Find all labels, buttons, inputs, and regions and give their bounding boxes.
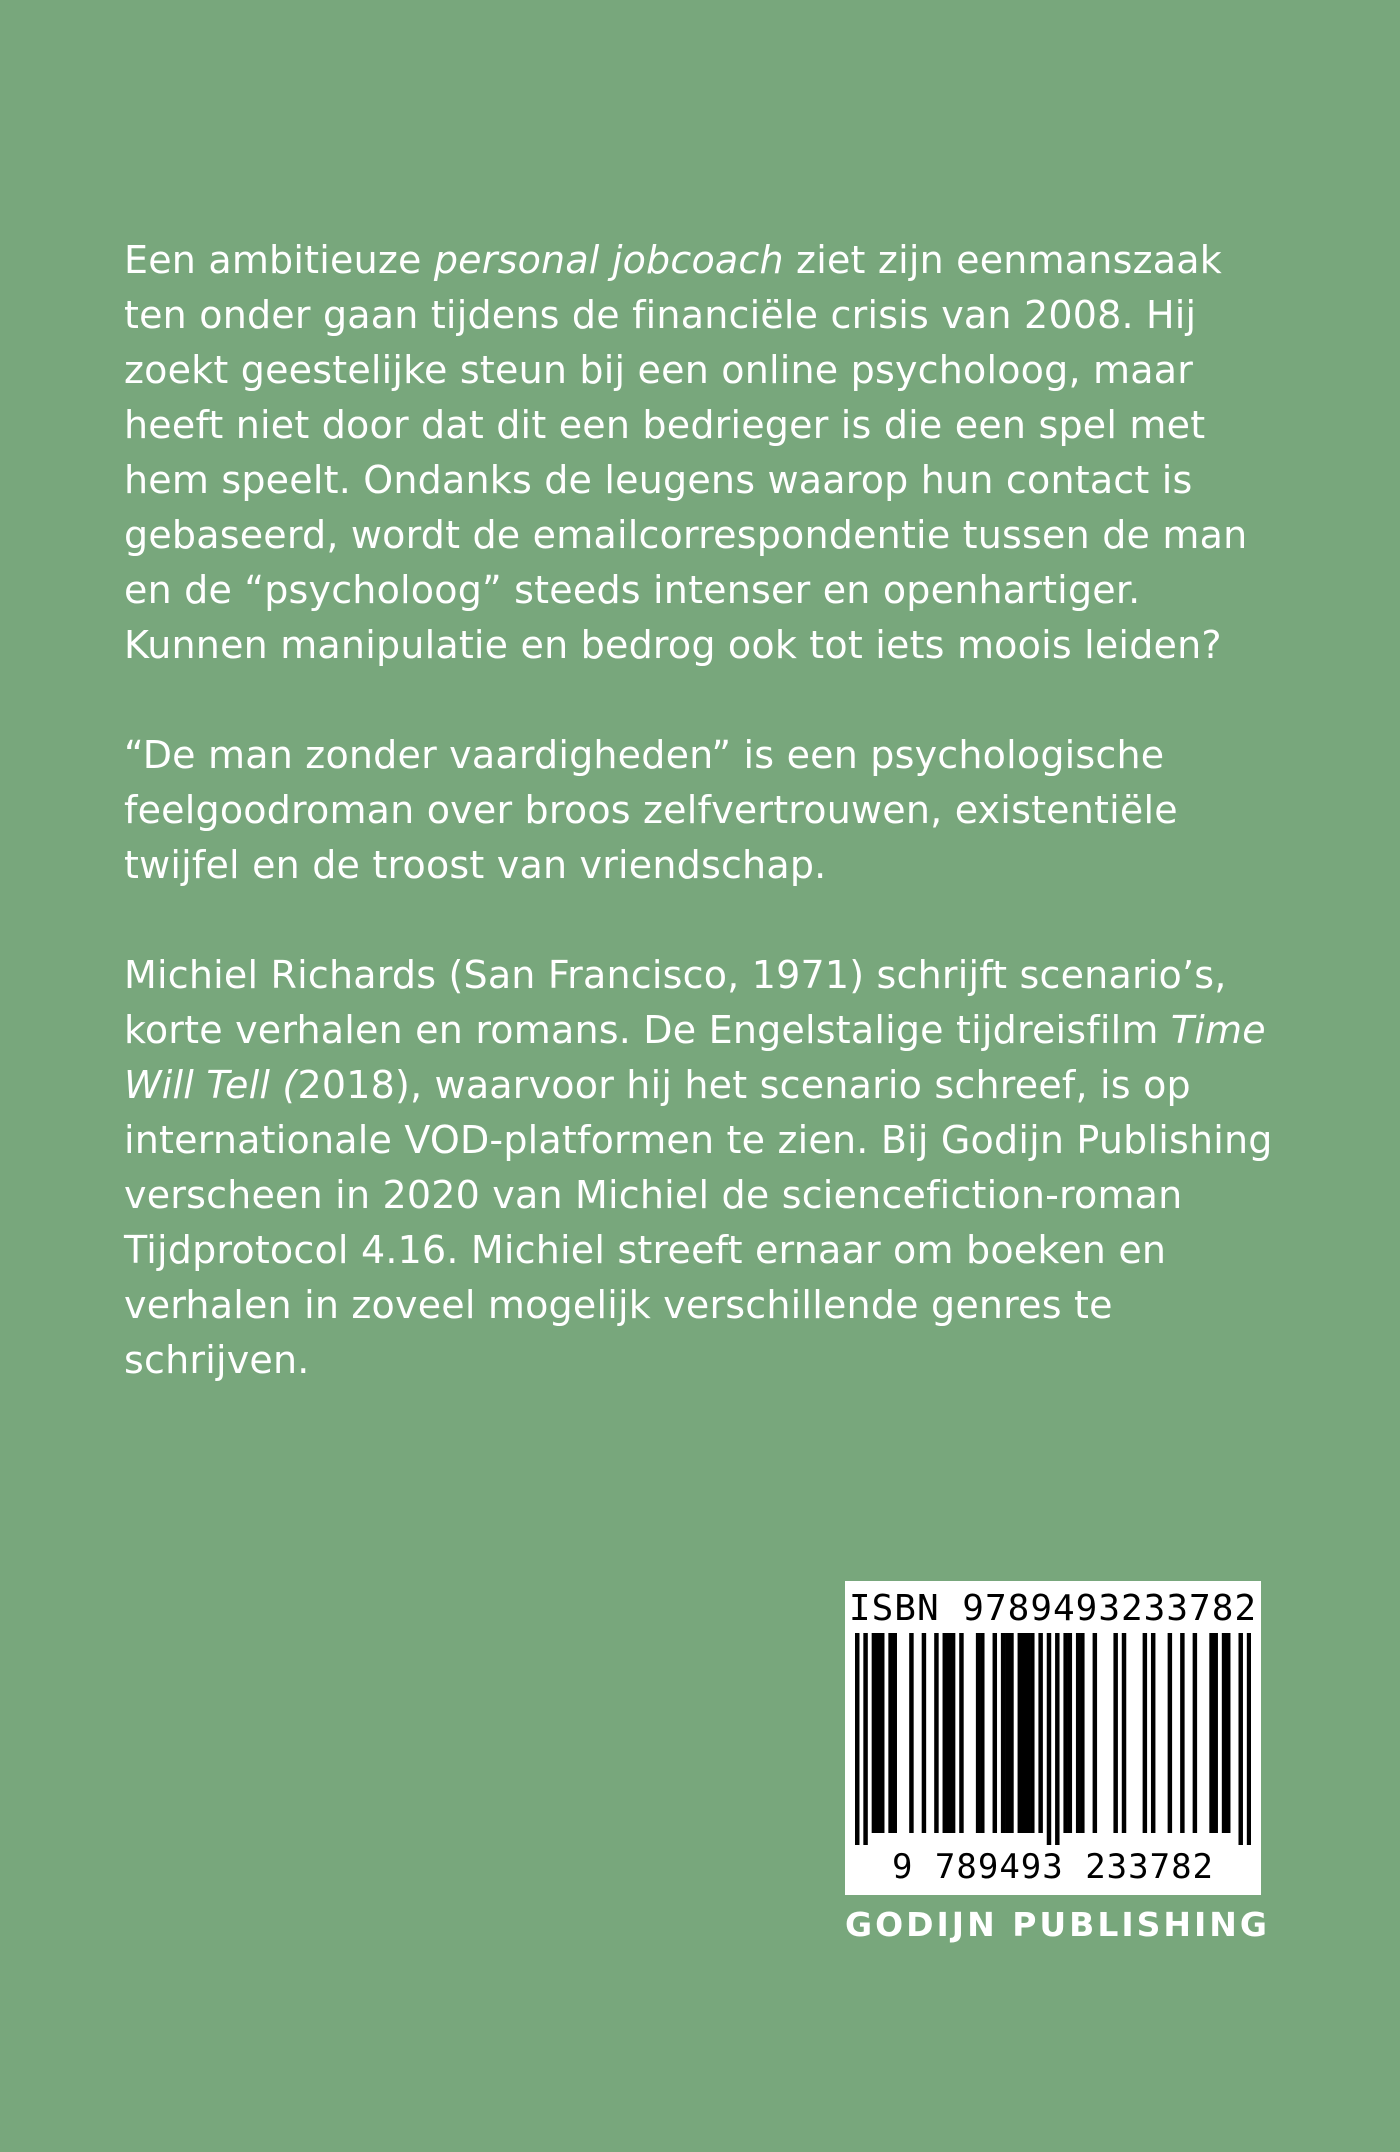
- barcode-digits: 9 789493 233782: [891, 1847, 1215, 1887]
- synopsis-text-start: Een ambitieuze: [124, 238, 434, 282]
- barcode-bar: [1226, 1633, 1230, 1833]
- barcode-bar: [1030, 1633, 1034, 1833]
- barcode-bar: [1247, 1633, 1251, 1845]
- barcode-bar: [1113, 1633, 1117, 1833]
- barcode-bar: [1193, 1633, 1197, 1833]
- barcode-bar: [1168, 1633, 1172, 1833]
- barcode-bar: [880, 1633, 884, 1833]
- isbn-barcode: [845, 1581, 1261, 1895]
- barcode-bar: [1143, 1633, 1147, 1833]
- barcode-bar: [1238, 1633, 1242, 1845]
- barcode-bar: [1076, 1633, 1080, 1833]
- barcode-bar: [1001, 1633, 1005, 1833]
- barcode-bar: [893, 1633, 897, 1833]
- barcode-bar: [876, 1633, 880, 1833]
- barcode-bar: [1018, 1633, 1022, 1833]
- barcode-bar: [1180, 1633, 1184, 1833]
- barcode-bar: [922, 1633, 926, 1833]
- barcode-bar: [909, 1633, 913, 1833]
- barcode-bar: [976, 1633, 980, 1833]
- synopsis-paragraph: [124, 233, 1284, 673]
- back-cover-blurb: [124, 233, 1284, 1443]
- genre-paragraph: [124, 728, 1284, 893]
- film-title: Time Will Tell (: [124, 1008, 1266, 1107]
- barcode-bar: [947, 1633, 951, 1833]
- publisher-name: GODIJN PUBLISHING: [845, 1905, 1271, 1944]
- barcode-bar: [1080, 1633, 1084, 1833]
- barcode-bar: [872, 1633, 876, 1833]
- synopsis-italic-term: personal jobcoach: [433, 238, 784, 282]
- barcode-bar: [855, 1633, 859, 1845]
- barcode-bar: [1209, 1633, 1213, 1833]
- barcode-bars: [855, 1633, 1251, 1845]
- barcode-bar: [1151, 1633, 1155, 1833]
- barcode-bar: [1005, 1633, 1009, 1833]
- barcode-bar: [993, 1633, 997, 1833]
- barcode-bar: [1055, 1633, 1059, 1845]
- isbn-label: ISBN 9789493233782: [848, 1588, 1258, 1629]
- genre-text: “De man zonder vaardigheden” is een psychologische feelgoodroman over broos zelfvertrouwen, existentiële twijfel en de troost van vriendschap.: [124, 733, 1178, 887]
- barcode-bar: [943, 1633, 947, 1833]
- synopsis-text-end: ziet zijn eenmanszaak ten onder gaan tijdens de financiële crisis van 2008. Hij zoekt geestelijke steun bij een online psycholoog, maar heeft niet door dat dit een bedrieger is die een spel met hem speelt. Ondanks de leugens waarop hun contact is gebaseerd, wordt de emailcorrespondentie tussen de man en de “psycholoog” steeds intenser en openhartiger. Kunnen manipulatie en bedrog ook tot iets moois leiden?: [124, 238, 1248, 667]
- barcode-bar: [959, 1633, 963, 1833]
- barcode-bar: [1122, 1633, 1126, 1833]
- barcode-bar: [1047, 1633, 1051, 1845]
- barcode-bar: [951, 1633, 955, 1833]
- barcode-bar: [1093, 1633, 1097, 1833]
- author-bio-paragraph: [124, 948, 1284, 1388]
- barcode-bar: [1063, 1633, 1067, 1833]
- barcode-bar: [863, 1633, 867, 1845]
- barcode-bar: [1009, 1633, 1013, 1833]
- barcode-bar: [1026, 1633, 1030, 1833]
- bio-text-end: 2018), waarvoor hij het scenario schreef, is op internationale VOD-platformen te zien. Bij Godijn Publishing verscheen in 2020 van Michiel de sciencefiction-roman Tijdprotocol 4.16. Michiel streeft ernaar om boeken en verhalen in zoveel mogelijk verschillende genres te schrijven.: [124, 1063, 1273, 1382]
- barcode-bar: [888, 1633, 892, 1833]
- barcode-bar: [934, 1633, 938, 1833]
- barcode-bar: [1213, 1633, 1217, 1833]
- barcode-bar: [980, 1633, 984, 1833]
- barcode-bar: [1038, 1633, 1042, 1833]
- bio-text-start: Michiel Richards (San Francisco, 1971) schrijft scenario’s, korte verhalen en romans. De Engelstalige tijdreisfilm: [124, 953, 1227, 1052]
- barcode-bar: [1022, 1633, 1026, 1833]
- barcode-bar: [1222, 1633, 1226, 1833]
- barcode-bar: [1068, 1633, 1072, 1833]
